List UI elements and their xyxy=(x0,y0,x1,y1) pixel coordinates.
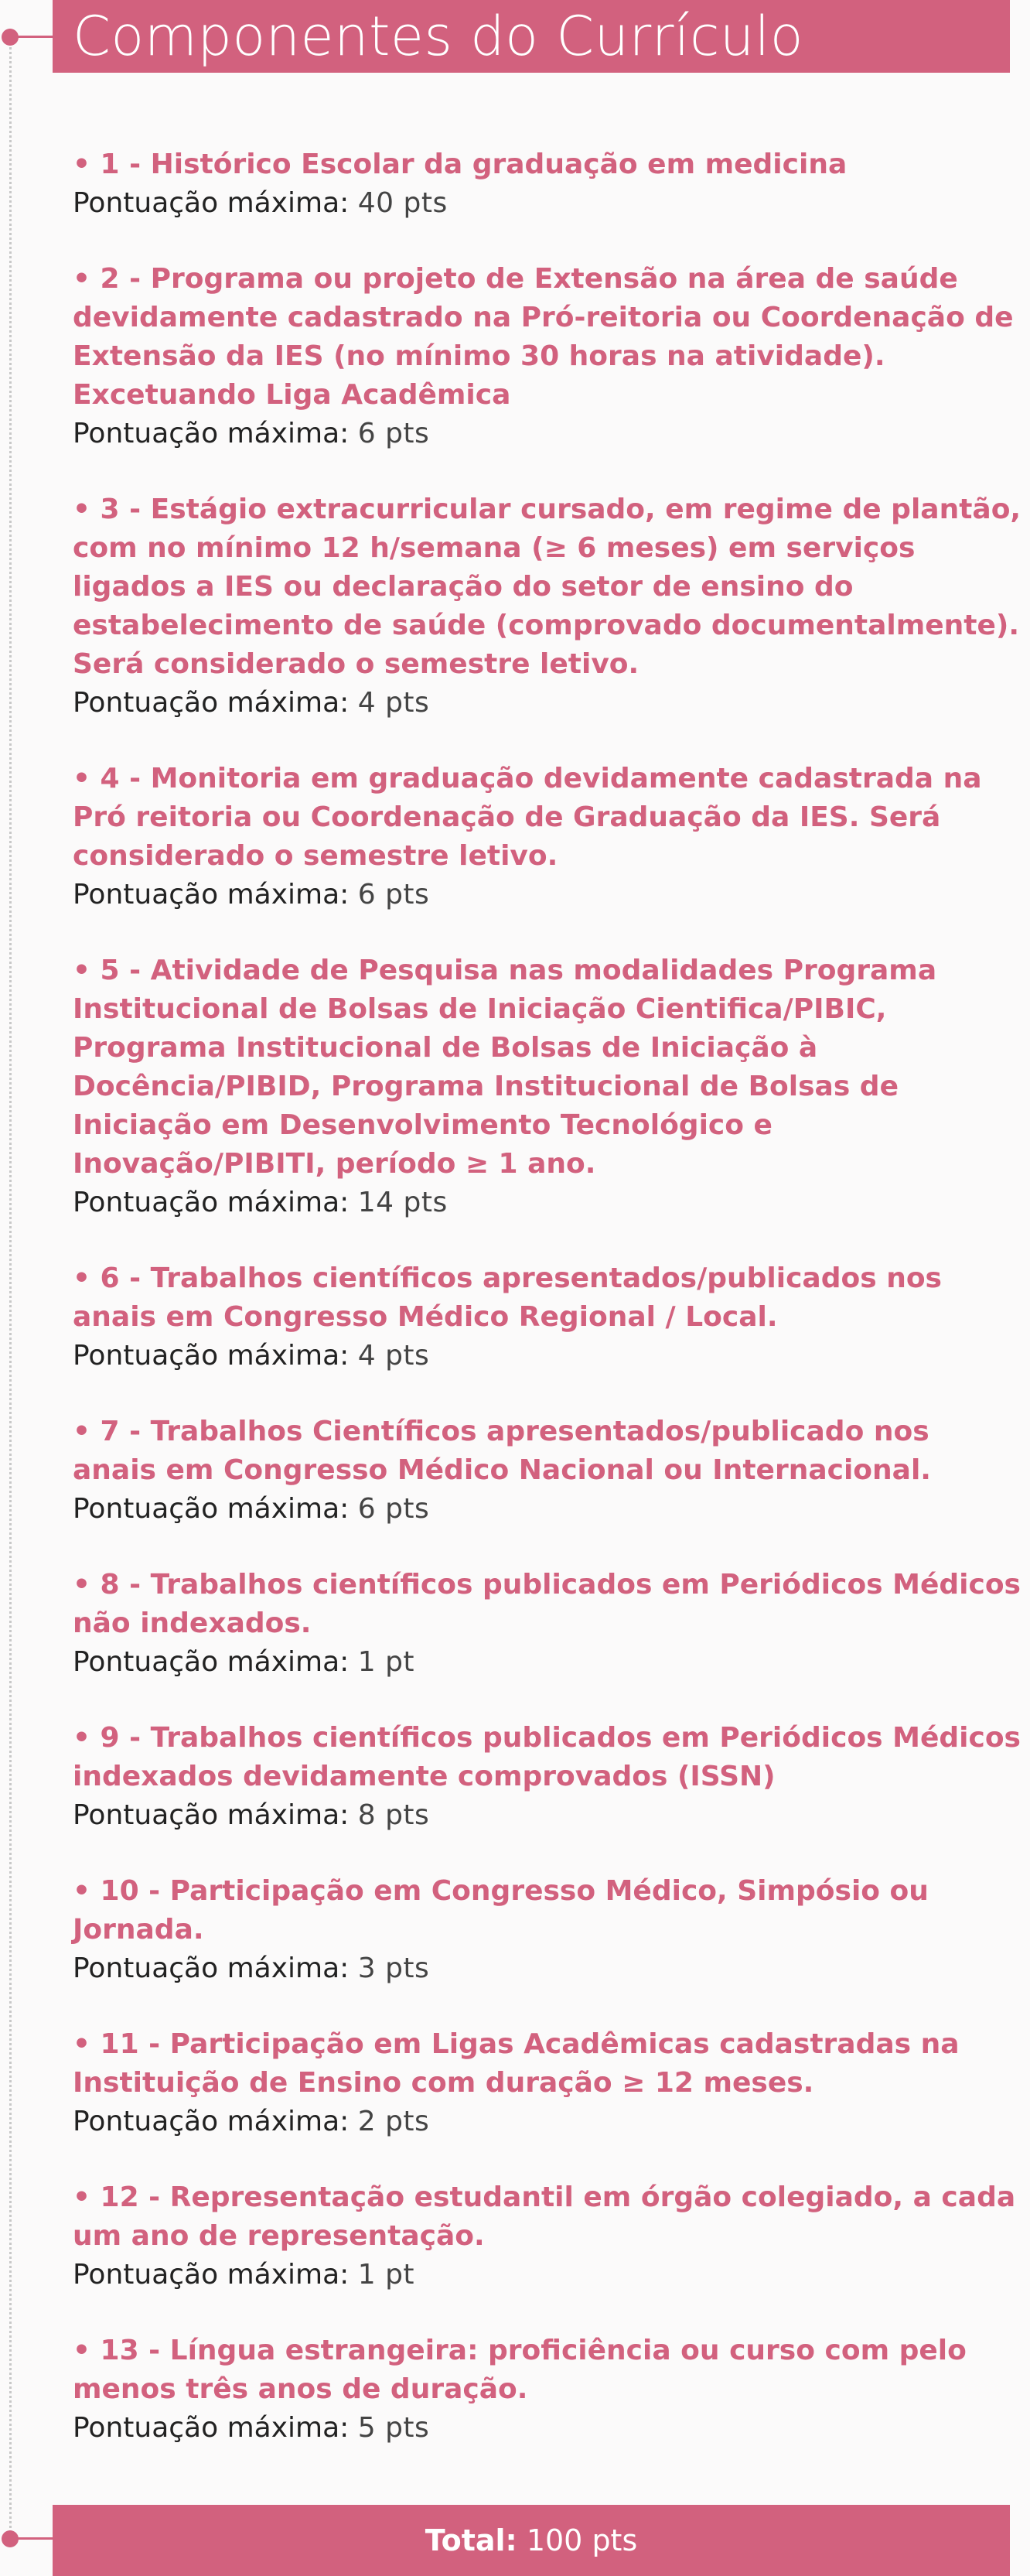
list-item xyxy=(73,2178,1022,2294)
item-score xyxy=(73,2409,1022,2448)
item-title: • 13 - Língua estrangeira: proficiência ou curso com pelo menos três anos de duração. xyxy=(73,2335,967,2405)
score-label: Pontuação máxima: xyxy=(73,2412,350,2444)
item-title: • 10 - Participação em Congresso Médico, Simpósio ou Jornada. xyxy=(73,1875,929,1946)
item-score xyxy=(73,184,1022,223)
item-title: • 2 - Programa ou projeto de Extensão na área de saúde devidamente cadastrado na Pró-reitoria ou Coordenação de Extensão da IES (no mínimo 30 horas na atividade). Excetuando Liga Acadêmica xyxy=(73,263,1014,411)
total-label: Total: xyxy=(425,2523,517,2557)
item-title: • 4 - Monitoria em graduação devidamente cadastrada na Pró reitoria ou Coordenação de Graduação da IES. Será considerado o semestre letivo. xyxy=(73,763,982,872)
item-title: • 6 - Trabalhos científicos apresentados/publicados nos anais em Congresso Médico Regional / Local. xyxy=(73,1262,942,1333)
timeline-line xyxy=(9,37,12,2537)
item-score xyxy=(73,1949,1022,1988)
list-item xyxy=(73,1259,1022,1375)
item-score xyxy=(73,2103,1022,2141)
list-item xyxy=(73,951,1022,1222)
score-value: 1 pt xyxy=(357,1646,415,1678)
score-value: 8 pts xyxy=(357,1799,430,1831)
timeline-dot-bottom xyxy=(2,2530,19,2547)
score-label: Pontuação máxima: xyxy=(73,1340,350,1372)
score-value: 6 pts xyxy=(357,418,430,449)
score-value: 3 pts xyxy=(357,1952,430,1984)
item-score xyxy=(73,1490,1022,1529)
list-item xyxy=(73,2025,1022,2141)
item-score xyxy=(73,1184,1022,1222)
total-bar xyxy=(53,2505,1010,2576)
page-title: Componentes do Currículo xyxy=(53,0,1010,73)
score-label: Pontuação máxima: xyxy=(73,1952,350,1984)
item-score xyxy=(73,1643,1022,1682)
score-value: 2 pts xyxy=(357,2106,430,2137)
score-value: 6 pts xyxy=(357,879,430,910)
total-value: 100 pts xyxy=(526,2523,638,2557)
list-item xyxy=(73,490,1022,723)
score-label: Pontuação máxima: xyxy=(73,2259,350,2291)
score-label: Pontuação máxima: xyxy=(73,1187,350,1218)
score-value: 4 pts xyxy=(357,687,430,719)
score-label: Pontuação máxima: xyxy=(73,2106,350,2137)
score-label: Pontuação máxima: xyxy=(73,687,350,719)
score-value: 6 pts xyxy=(357,1493,430,1525)
item-score xyxy=(73,1337,1022,1375)
score-label: Pontuação máxima: xyxy=(73,1493,350,1525)
list-item xyxy=(73,145,1022,223)
item-title: • 8 - Trabalhos científicos publicados em Periódicos Médicos não indexados. xyxy=(73,1569,1021,1639)
item-title: • 9 - Trabalhos científicos publicados em Periódicos Médicos indexados devidamente comprovados (ISSN) xyxy=(73,1722,1021,1792)
item-score xyxy=(73,415,1022,453)
item-score xyxy=(73,2256,1022,2294)
item-score xyxy=(73,876,1022,914)
header-connector xyxy=(15,36,56,38)
item-title: • 11 - Participação em Ligas Acadêmicas cadastradas na Instituição de Ensino com duração ≥ 12 meses. xyxy=(73,2028,960,2099)
list-item xyxy=(73,1413,1022,1529)
score-value: 14 pts xyxy=(357,1187,448,1218)
timeline-dot-top xyxy=(2,29,19,46)
item-title: • 1 - Histórico Escolar da graduação em medicina xyxy=(73,149,848,180)
score-label: Pontuação máxima: xyxy=(73,1799,350,1831)
curriculum-list xyxy=(73,145,1022,2485)
score-label: Pontuação máxima: xyxy=(73,879,350,910)
footer-connector xyxy=(15,2537,56,2540)
list-item xyxy=(73,260,1022,453)
item-score xyxy=(73,1796,1022,1835)
item-title: • 7 - Trabalhos Científicos apresentados/publicado nos anais em Congresso Médico Nacional ou Internacional. xyxy=(73,1416,931,1486)
list-item xyxy=(73,2332,1022,2448)
item-score xyxy=(73,684,1022,723)
score-value: 1 pt xyxy=(357,2259,415,2291)
score-label: Pontuação máxima: xyxy=(73,187,350,219)
item-title: • 3 - Estágio extracurricular cursado, em regime de plantão, com no mínimo 12 h/semana (≥ 6 meses) em serviços ligados a IES ou declaração do setor de ensino do estabelecimento de saúde (comprovado documentalmente). Será considerado o semestre letivo. xyxy=(73,494,1021,680)
score-value: 4 pts xyxy=(357,1340,430,1372)
list-item xyxy=(73,1719,1022,1835)
score-label: Pontuação máxima: xyxy=(73,1646,350,1678)
item-title: • 5 - Atividade de Pesquisa nas modalidades Programa Institucional de Bolsas de Iniciação Cientifica/PIBIC, Programa Institucional de Bolsas de Iniciação à Docência/PIBID, Programa Institucional de Bolsas de Iniciação em Desenvolvimento Tecnológico e Inovação/PIBITI, período ≥ 1 ano. xyxy=(73,955,937,1180)
score-value: 40 pts xyxy=(357,187,448,219)
list-item xyxy=(73,760,1022,914)
item-title: • 12 - Representação estudantil em órgão colegiado, a cada um ano de representação. xyxy=(73,2181,1016,2252)
score-label: Pontuação máxima: xyxy=(73,418,350,449)
list-item xyxy=(73,1872,1022,1988)
list-item xyxy=(73,1566,1022,1682)
score-value: 5 pts xyxy=(357,2412,430,2444)
